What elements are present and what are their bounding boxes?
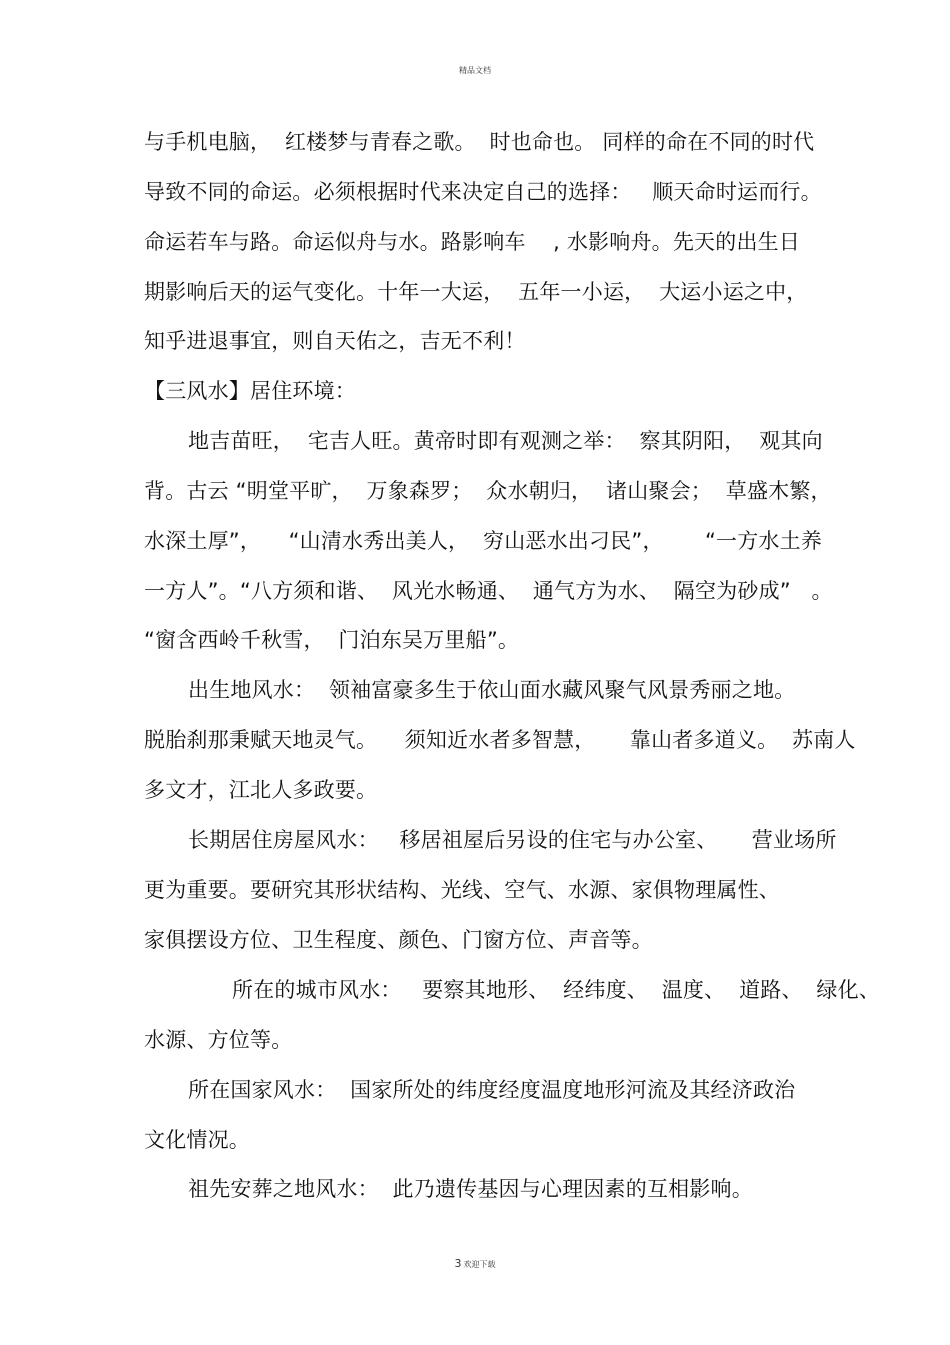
- text-line: 家俱摆设方位、卫生程度、颜色、门窗方位、声音等。: [144, 928, 653, 952]
- text-line: 更为重要。要研究其形状结构、光线、空气、水源、家俱物理属性、: [144, 878, 780, 902]
- text-line: 期影响后天的运气变化。十年一大运， 五年一小运， 大运小运之中，: [144, 280, 808, 304]
- text-line: 水源、方位等。: [144, 1028, 293, 1052]
- text-line: 与手机电脑， 红楼梦与青春之歌。 时也命也。 同样的命在不同的时代: [144, 130, 815, 154]
- paragraph-first-line: 出生地风水： 领袖富豪多生于依山面水藏风聚气风景秀丽之地。: [188, 678, 796, 702]
- text-line: “窗含西岭千秋雪， 门泊东吴万里船”。: [144, 628, 520, 652]
- text-line: 知乎进退事宜，则自天佑之，吉无不利！: [144, 329, 526, 353]
- text-line: 命运若车与路。命运似舟与水。路影响车 , 水影响舟。先天的出生日: [144, 230, 801, 254]
- paragraph-first-line: 所在的城市风水： 要察其地形、 经纬度、 温度、 道路、 绿化、: [232, 978, 881, 1002]
- paragraph-first-line: 地吉苗旺， 宅吉人旺。黄帝时即有观测之举： 察其阴阳， 观其向: [188, 429, 823, 453]
- footer-label: 欢迎下载: [463, 1260, 496, 1269]
- page-number: 3: [454, 1257, 462, 1270]
- text-line: 脱胎刹那秉赋天地灵气。 须知近水者多智慧， 靠山者多道义。 苏南人: [144, 728, 856, 752]
- text-line: 一方人”。“八方须和谐、 风光水畅通、 通气方为水、 隔空为砂成” 。: [144, 579, 833, 603]
- paragraph-first-line: 祖先安葬之地风水： 此乃遗传基因与心理因素的互相影响。: [188, 1177, 753, 1201]
- section-heading: 【三风水】居住环境：: [144, 379, 356, 403]
- text-line: 文化情况。: [144, 1128, 250, 1152]
- text-line: 背。古云 “明堂平旷， 万象森罗； 众水朝归， 诸山聚会； 草盛木繁，: [144, 479, 832, 503]
- page-header: 精品文档: [459, 66, 491, 75]
- text-line: 水深土厚”， “山清水秀出美人， 穷山恶水出刁民”， “一方水土养: [144, 529, 823, 553]
- paragraph-first-line: 所在国家风水： 国家所处的纬度经度温度地形河流及其经济政治: [188, 1078, 796, 1102]
- page-footer: [0, 1258, 950, 1271]
- text-line: 导致不同的命运。必须根据时代来决定自己的选择： 顺天命时运而行。: [144, 180, 822, 204]
- paragraph-first-line: 长期居住房屋风水： 移居祖屋后另设的住宅与办公室、 营业场所: [188, 828, 837, 852]
- text-line: 多文才，江北人多政要。: [144, 778, 378, 802]
